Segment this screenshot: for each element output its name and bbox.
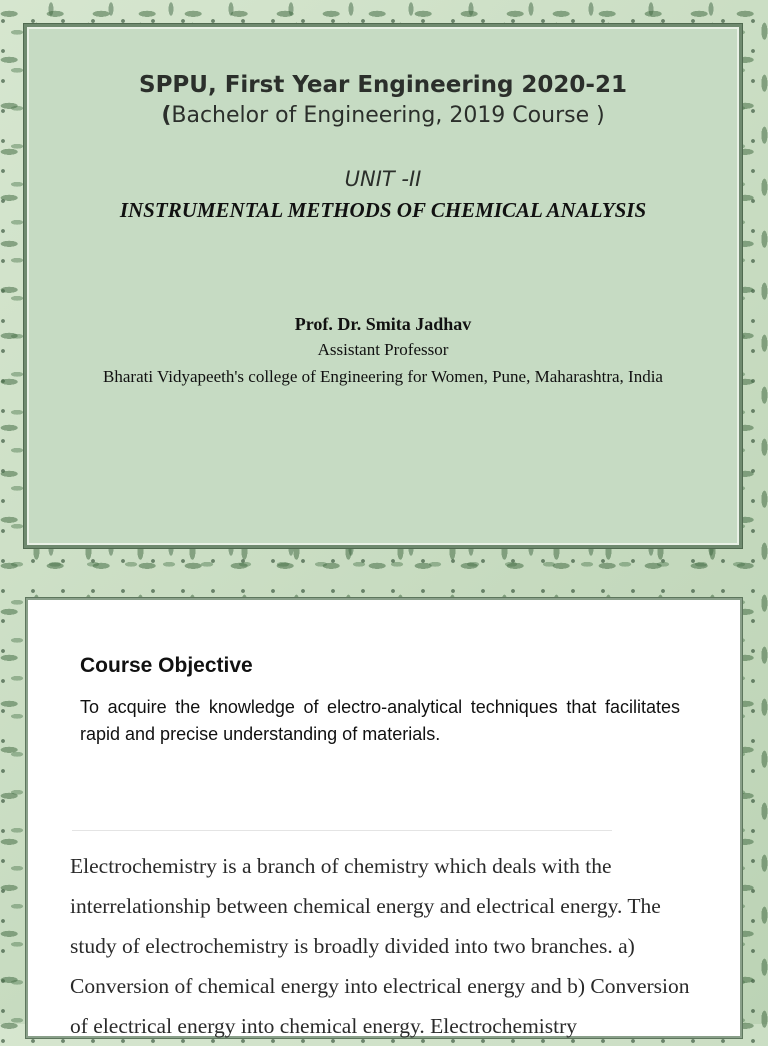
subtitle-open-paren: (	[161, 103, 172, 128]
author-institution: Bharati Vidyapeeth's college of Engineering for Women, Pune, Maharashtra, India	[103, 367, 663, 386]
slide-subtitle	[27, 103, 739, 128]
slide-title: SPPU, First Year Engineering 2020-21	[139, 72, 627, 98]
course-objective-text: To acquire the knowledge of electro-analytical techniques that facilitates rapid and precise understanding of materials.	[80, 697, 680, 744]
electrochemistry-paragraph: Electrochemistry is a branch of chemistry which deals with the interrelationship between chemical energy and electrical energy. The study of electrochemistry is broadly divided into two branches. a) Conversion of chemical energy into electrical energy and b) Conversion of electrical energy into chemical energy. Electrochemistry	[70, 854, 690, 1038]
course-objective-heading: Course Objective	[80, 654, 253, 677]
title-slide	[24, 24, 742, 548]
unit-title: INSTRUMENTAL METHODS OF CHEMICAL ANALYSIS	[119, 198, 647, 222]
unit-label: UNIT -II	[344, 167, 422, 191]
author-designation: Assistant Professor	[317, 340, 449, 359]
content-slide	[26, 598, 742, 1038]
author-name: Prof. Dr. Smita Jadhav	[294, 314, 472, 334]
subtitle-text: Bachelor of Engineering, 2019 Course )	[171, 103, 605, 128]
divider	[72, 830, 612, 831]
